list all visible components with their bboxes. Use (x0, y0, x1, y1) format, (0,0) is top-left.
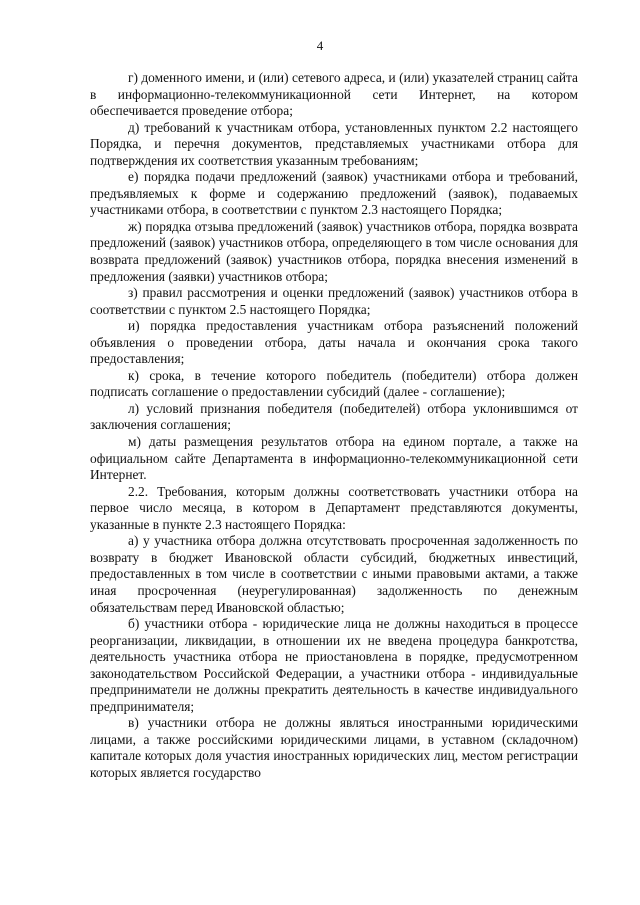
paragraph-item-k: к) срока, в течение которого победитель (победители) отбора должен подписать соглашение о предоставлении субсидий (далее - соглашение); (90, 367, 578, 400)
paragraph-item-v: в) участники отбора не должны являться иностранными юридическими лицами, а также российскими юридическими лицами, в уставном (складочном) капитале которых доля участия иностранных юридических лиц, местом регистрации которых является государство (90, 715, 578, 780)
paragraph-item-l: л) условий признания победителя (победителей) отбора уклонившимся от заключения соглашения; (90, 400, 578, 433)
paragraph-item-zh: ж) порядка отзыва предложений (заявок) участников отбора, порядка возврата предложений (заявок) участников отбора, определяющего в том числе основания для возврата предложений (заявок) участников отбора, порядка внесения изменений в предложения (заявки) участников отбора; (90, 218, 578, 284)
section-2-2-paragraph: 2.2. Требования, которым должны соответствовать участники отбора на первое число месяца, в котором в Департамент представляются документы, указанные в пункте 2.3 настоящего Порядка: (90, 483, 578, 532)
paragraph-item-i: и) порядка предоставления участникам отбора разъяснений положений объявления о проведении отбора, даты начала и окончания срока такого предоставления; (90, 318, 578, 367)
paragraph-item-z: з) правил рассмотрения и оценки предложений (заявок) участников отбора в соответствии с пунктом 2.5 настоящего Порядка; (90, 285, 578, 317)
page-number: 4 (316, 38, 324, 53)
paragraph-item-g: г) доменного имени, и (или) сетевого адреса, и (или) указателей страниц сайта в информационно-телекоммуникационной сети Интернет, на котором обеспечивается проведение отбора; (90, 70, 578, 119)
paragraph-item-a: а) у участника отбора должна отсутствовать просроченная задолженность по возврату в бюджет Ивановской области субсидий, бюджетных инвестиций, предоставленных в том числе в соответствии с иными правовыми актами, а также иная просроченная (неурегулированная) задолженность по денежным обязательствам перед Ивановской областью; (90, 533, 578, 615)
paragraph-item-e: е) порядка подачи предложений (заявок) участниками отбора и требований, предъявляемых к форме и содержанию предложений (заявок), подаваемых участниками отбора, в соответствии с пунктом 2.3 настоящего Порядка; (90, 169, 578, 218)
paragraph-item-m: м) даты размещения результатов отбора на едином портале, а также на официальном сайте Департамента в информационно-телекоммуникационной сети Интернет. (90, 434, 578, 483)
paragraph-item-b: б) участники отбора - юридические лица не должны находиться в процессе реорганизации, ликвидации, в отношении их не введена процедура банкротства, деятельность участника отбора не приостановлена в порядке, предусмотренном законодательством Российской Федерации, а участники отбора - индивидуальные предприниматели не должны прекратить деятельность в качестве индивидуального предпринимателя; (90, 616, 578, 714)
document-body (90, 70, 578, 782)
paragraph-item-d: д) требований к участникам отбора, установленных пунктом 2.2 настоящего Порядка, и перечня документов, представляемых участниками отбора для подтверждения их соответствия указанным требованиям; (90, 119, 578, 168)
